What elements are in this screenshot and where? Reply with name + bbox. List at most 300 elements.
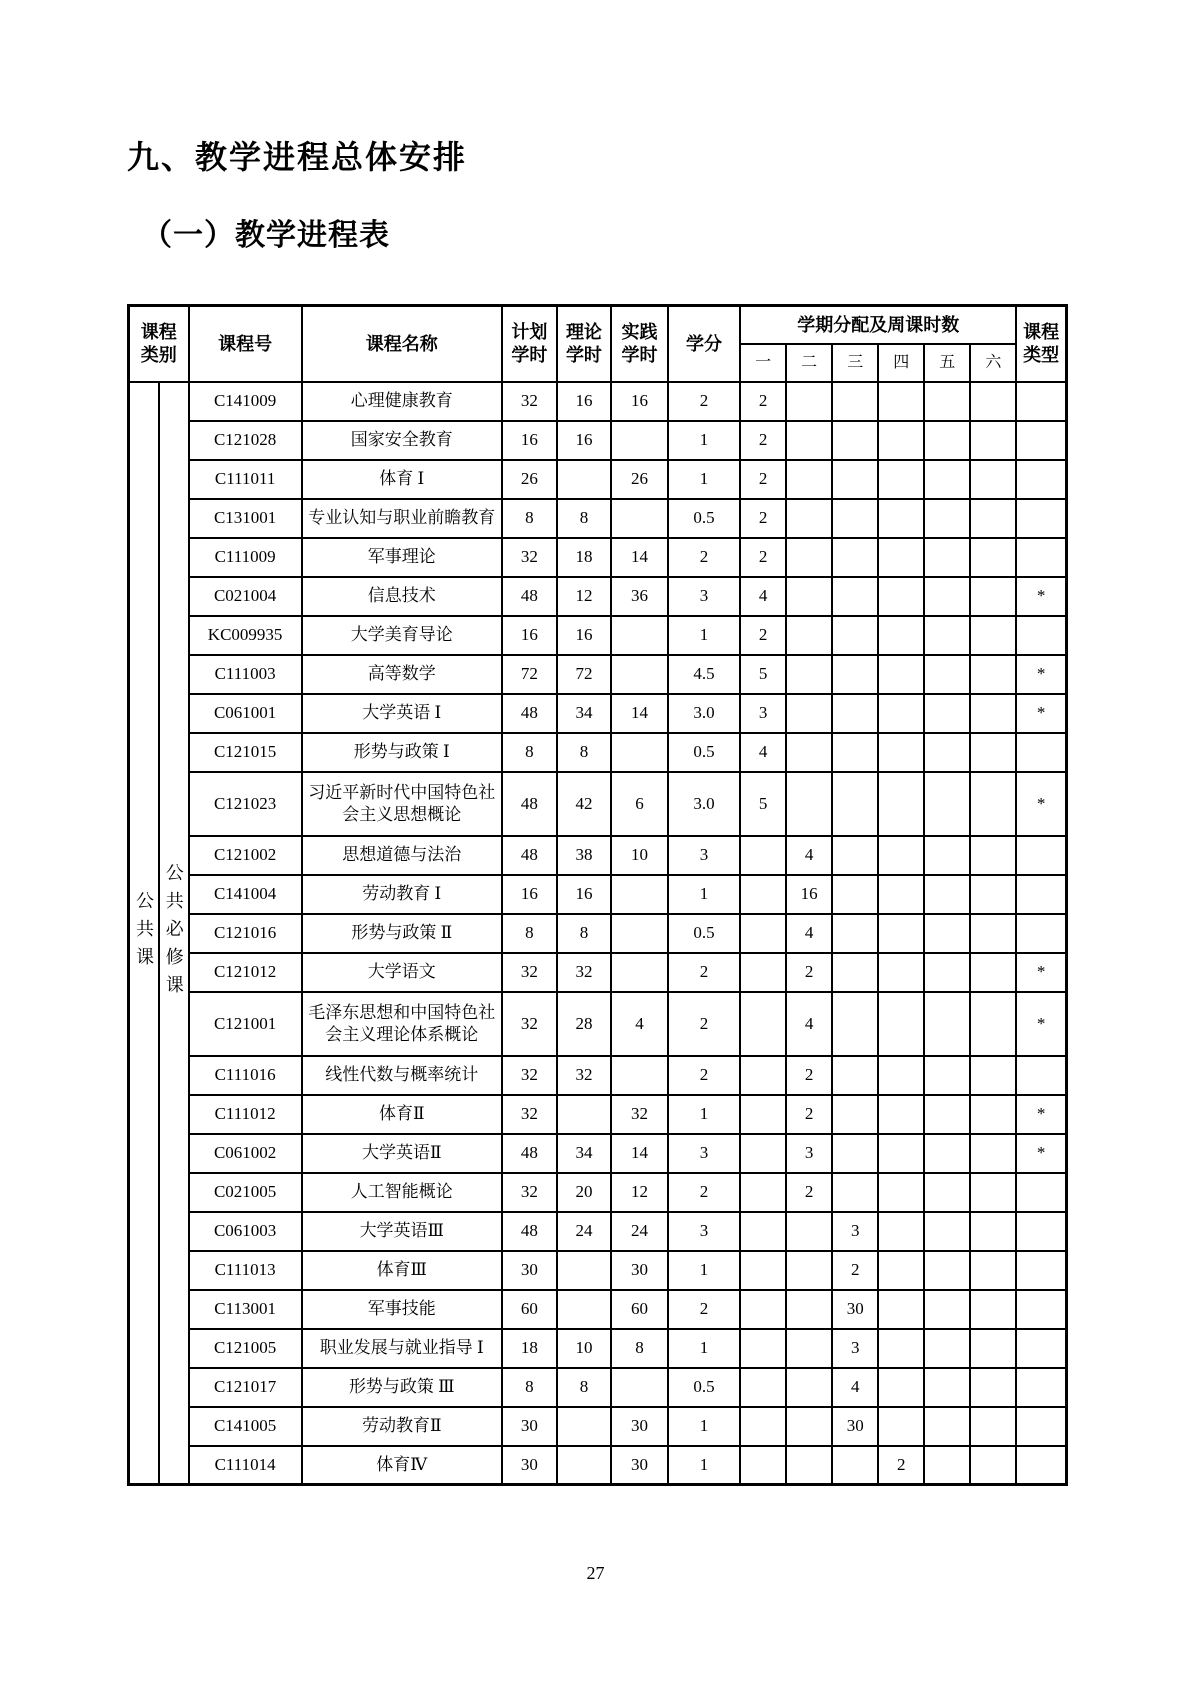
course-row [129, 953, 1067, 992]
theory-hours-cell [557, 1095, 611, 1134]
semester-5-cell [924, 733, 970, 772]
semester-1-cell [740, 1212, 786, 1251]
semester-6-cell [970, 1329, 1016, 1368]
practice-hours-cell: 14 [611, 538, 668, 577]
course-row [129, 733, 1067, 772]
course-no-cell: C061003 [189, 1212, 302, 1251]
course-no-cell: C111011 [189, 460, 302, 499]
course-no-cell: C111014 [189, 1446, 302, 1485]
semester-6-cell [970, 421, 1016, 460]
theory-hours-cell: 34 [557, 694, 611, 733]
credits-cell: 1 [668, 1329, 740, 1368]
practice-hours-cell: 24 [611, 1212, 668, 1251]
semester-5-cell [924, 577, 970, 616]
semester-4-cell [878, 694, 924, 733]
course-row [129, 914, 1067, 953]
course-no-cell: C021004 [189, 577, 302, 616]
semester-5-cell [924, 655, 970, 694]
course-row [129, 1329, 1067, 1368]
course-name-cell: 大学英语Ⅱ [302, 1134, 502, 1173]
semester-2-cell: 4 [786, 836, 832, 875]
semester-5-cell [924, 836, 970, 875]
semester-5-cell [924, 953, 970, 992]
semester-3-cell [832, 1173, 878, 1212]
theory-hours-cell [557, 1251, 611, 1290]
table-header [129, 306, 1067, 382]
course-no-cell: C121001 [189, 992, 302, 1056]
semester-2-cell [786, 1251, 832, 1290]
subsection-title: （一）教学进程表 [142, 219, 390, 252]
semester-4-cell [878, 992, 924, 1056]
course-type-cell [1016, 1056, 1066, 1095]
semester-2-cell [786, 1212, 832, 1251]
semester-6-cell [970, 914, 1016, 953]
semester-2-cell [786, 421, 832, 460]
course-name-cell: 体育Ⅲ [302, 1251, 502, 1290]
credits-cell: 2 [668, 1290, 740, 1329]
semester-4-cell [878, 772, 924, 836]
semester-6-cell [970, 577, 1016, 616]
semester-1-cell [740, 836, 786, 875]
semester-1-cell: 4 [740, 577, 786, 616]
practice-hours-cell: 14 [611, 694, 668, 733]
semester-3-cell [832, 460, 878, 499]
semester-3-cell: 30 [832, 1407, 878, 1446]
semester-3-cell [832, 577, 878, 616]
course-name-cell: 信息技术 [302, 577, 502, 616]
theory-hours-cell: 38 [557, 836, 611, 875]
category-outer-label: 公共课 [129, 382, 159, 1485]
course-name-cell: 军事理论 [302, 538, 502, 577]
course-no-cell: C113001 [189, 1290, 302, 1329]
course-no-cell: C111012 [189, 1095, 302, 1134]
course-row [129, 1251, 1067, 1290]
course-name-cell: 职业发展与就业指导 Ⅰ [302, 1329, 502, 1368]
practice-hours-cell [611, 421, 668, 460]
semester-3-cell: 4 [832, 1368, 878, 1407]
course-row [129, 382, 1067, 421]
theory-hours-cell: 8 [557, 1368, 611, 1407]
semester-2-cell: 2 [786, 953, 832, 992]
course-no-cell: C121023 [189, 772, 302, 836]
credits-cell: 1 [668, 875, 740, 914]
semester-5-cell [924, 1251, 970, 1290]
semester-3-cell [832, 733, 878, 772]
planned-hours-cell: 48 [502, 772, 557, 836]
course-no-cell: C021005 [189, 1173, 302, 1212]
semester-6-cell [970, 953, 1016, 992]
practice-hours-cell: 8 [611, 1329, 668, 1368]
course-type-cell [1016, 733, 1066, 772]
course-no-cell: C121002 [189, 836, 302, 875]
course-row [129, 992, 1067, 1056]
semester-1-cell [740, 1446, 786, 1485]
semester-1-cell: 2 [740, 499, 786, 538]
semester-5-cell [924, 992, 970, 1056]
semester-2-cell: 2 [786, 1056, 832, 1095]
course-name-cell: 线性代数与概率统计 [302, 1056, 502, 1095]
course-type-cell [1016, 460, 1066, 499]
semester-3-cell [832, 953, 878, 992]
course-row [129, 538, 1067, 577]
semester-5-cell [924, 1446, 970, 1485]
semester-6-cell [970, 1251, 1016, 1290]
course-no-cell: C121005 [189, 1329, 302, 1368]
semester-1-cell: 4 [740, 733, 786, 772]
semester-3-cell [832, 992, 878, 1056]
course-row [129, 499, 1067, 538]
theory-hours-cell: 16 [557, 875, 611, 914]
semester-2-cell [786, 1290, 832, 1329]
practice-hours-cell: 14 [611, 1134, 668, 1173]
course-no-cell: C061002 [189, 1134, 302, 1173]
semester-4-cell [878, 1056, 924, 1095]
semester-2-cell [786, 655, 832, 694]
course-row [129, 1368, 1067, 1407]
practice-hours-cell [611, 875, 668, 914]
course-no-cell: C111016 [189, 1056, 302, 1095]
header-row-main [129, 306, 1067, 344]
practice-hours-cell: 16 [611, 382, 668, 421]
semester-5-cell [924, 1368, 970, 1407]
semester-2-cell: 2 [786, 1173, 832, 1212]
semester-2-cell: 16 [786, 875, 832, 914]
credits-cell: 2 [668, 1173, 740, 1212]
course-name-cell: 形势与政策 Ⅱ [302, 914, 502, 953]
theory-hours-cell [557, 460, 611, 499]
semester-2-cell [786, 1368, 832, 1407]
planned-hours-cell: 16 [502, 421, 557, 460]
category-inner-label: 公共必修课 [159, 382, 189, 1485]
semester-3-cell [832, 772, 878, 836]
planned-hours-cell: 48 [502, 1212, 557, 1251]
semester-5-cell [924, 1290, 970, 1329]
credits-cell: 3 [668, 836, 740, 875]
course-name-cell: 形势与政策 Ⅰ [302, 733, 502, 772]
planned-hours-cell: 48 [502, 694, 557, 733]
planned-hours-cell: 32 [502, 1173, 557, 1212]
semester-2-cell [786, 1329, 832, 1368]
course-row [129, 1095, 1067, 1134]
semester-4-cell [878, 382, 924, 421]
credits-cell: 0.5 [668, 733, 740, 772]
semester-6-cell [970, 1212, 1016, 1251]
course-name-cell: 心理健康教育 [302, 382, 502, 421]
credits-cell: 1 [668, 421, 740, 460]
page-number: 27 [586, 1563, 605, 1583]
semester-1-cell [740, 875, 786, 914]
theory-hours-cell: 32 [557, 953, 611, 992]
semester-3-cell [832, 655, 878, 694]
course-name-cell: 形势与政策 Ⅲ [302, 1368, 502, 1407]
semester-3-cell [832, 1446, 878, 1485]
planned-hours-cell: 8 [502, 1368, 557, 1407]
credits-cell: 3 [668, 1212, 740, 1251]
planned-hours-cell: 30 [502, 1446, 557, 1485]
credits-cell: 1 [668, 1446, 740, 1485]
semester-1-cell: 2 [740, 382, 786, 421]
semester-5-cell [924, 421, 970, 460]
semester-4-cell [878, 655, 924, 694]
semester-4-cell [878, 1134, 924, 1173]
semester-5-cell [924, 1407, 970, 1446]
theory-hours-cell: 24 [557, 1212, 611, 1251]
semester-4-cell [878, 616, 924, 655]
semester-4-cell [878, 914, 924, 953]
credits-cell: 4.5 [668, 655, 740, 694]
practice-hours-cell [611, 655, 668, 694]
semester-6-cell [970, 460, 1016, 499]
semester-2-cell [786, 733, 832, 772]
planned-hours-cell: 32 [502, 538, 557, 577]
course-name-cell: 大学美育导论 [302, 616, 502, 655]
semester-6-cell [970, 875, 1016, 914]
semester-2-cell [786, 382, 832, 421]
credits-cell: 0.5 [668, 499, 740, 538]
planned-hours-cell: 32 [502, 953, 557, 992]
planned-hours-cell: 8 [502, 499, 557, 538]
semester-1-cell [740, 1407, 786, 1446]
course-name-cell: 军事技能 [302, 1290, 502, 1329]
credits-cell: 2 [668, 1056, 740, 1095]
table-body [129, 382, 1067, 1485]
semester-4-cell [878, 421, 924, 460]
planned-hours-cell: 32 [502, 1095, 557, 1134]
header-semester-5: 五 [924, 344, 970, 382]
semester-4-cell [878, 1251, 924, 1290]
credits-cell: 0.5 [668, 914, 740, 953]
semester-1-cell: 2 [740, 538, 786, 577]
semester-2-cell [786, 772, 832, 836]
section-title: 九、教学进程总体安排 [127, 139, 468, 175]
course-type-cell [1016, 875, 1066, 914]
course-type-cell: * [1016, 694, 1066, 733]
practice-hours-cell: 4 [611, 992, 668, 1056]
semester-4-cell [878, 460, 924, 499]
theory-hours-cell: 42 [557, 772, 611, 836]
practice-hours-cell [611, 953, 668, 992]
course-type-cell [1016, 1407, 1066, 1446]
course-type-cell: * [1016, 772, 1066, 836]
practice-hours-cell: 36 [611, 577, 668, 616]
course-name-cell: 国家安全教育 [302, 421, 502, 460]
planned-hours-cell: 16 [502, 616, 557, 655]
course-row [129, 421, 1067, 460]
credits-cell: 3.0 [668, 694, 740, 733]
header-semester-4: 四 [878, 344, 924, 382]
course-row [129, 1173, 1067, 1212]
planned-hours-cell: 8 [502, 733, 557, 772]
semester-5-cell [924, 1056, 970, 1095]
semester-2-cell [786, 1407, 832, 1446]
course-row [129, 1290, 1067, 1329]
credits-cell: 2 [668, 953, 740, 992]
course-type-cell [1016, 836, 1066, 875]
semester-5-cell [924, 1134, 970, 1173]
practice-hours-cell: 6 [611, 772, 668, 836]
planned-hours-cell: 18 [502, 1329, 557, 1368]
semester-1-cell [740, 953, 786, 992]
header-semester-group: 学期分配及周课时数 [740, 306, 1016, 344]
header-credits: 学分 [668, 306, 740, 382]
semester-4-cell: 2 [878, 1446, 924, 1485]
course-name-cell: 高等数学 [302, 655, 502, 694]
semester-5-cell [924, 538, 970, 577]
credits-cell: 2 [668, 382, 740, 421]
credits-cell: 1 [668, 460, 740, 499]
practice-hours-cell: 12 [611, 1173, 668, 1212]
course-name-cell: 专业认知与职业前瞻教育 [302, 499, 502, 538]
practice-hours-cell [611, 1056, 668, 1095]
course-row [129, 1407, 1067, 1446]
semester-4-cell [878, 733, 924, 772]
header-planned-hours: 计划学时 [502, 306, 557, 382]
semester-4-cell [878, 1212, 924, 1251]
semester-5-cell [924, 914, 970, 953]
course-row [129, 1056, 1067, 1095]
credits-cell: 1 [668, 1251, 740, 1290]
semester-6-cell [970, 1134, 1016, 1173]
semester-6-cell [970, 1056, 1016, 1095]
theory-hours-cell [557, 1290, 611, 1329]
theory-hours-cell: 16 [557, 382, 611, 421]
semester-6-cell [970, 1095, 1016, 1134]
header-semester-3: 三 [832, 344, 878, 382]
course-type-cell [1016, 1446, 1066, 1485]
theory-hours-cell [557, 1407, 611, 1446]
semester-4-cell [878, 953, 924, 992]
course-no-cell: C121028 [189, 421, 302, 460]
semester-2-cell [786, 538, 832, 577]
course-no-cell: KC009935 [189, 616, 302, 655]
credits-cell: 0.5 [668, 1368, 740, 1407]
semester-4-cell [878, 1329, 924, 1368]
semester-4-cell [878, 499, 924, 538]
course-no-cell: C111013 [189, 1251, 302, 1290]
semester-3-cell [832, 1056, 878, 1095]
semester-6-cell [970, 655, 1016, 694]
semester-1-cell [740, 1290, 786, 1329]
semester-1-cell [740, 1173, 786, 1212]
semester-6-cell [970, 1173, 1016, 1212]
credits-cell: 1 [668, 1407, 740, 1446]
practice-hours-cell: 32 [611, 1095, 668, 1134]
course-name-cell: 劳动教育Ⅱ [302, 1407, 502, 1446]
semester-3-cell: 3 [832, 1212, 878, 1251]
course-type-cell [1016, 538, 1066, 577]
course-type-cell [1016, 1329, 1066, 1368]
course-type-cell [1016, 499, 1066, 538]
theory-hours-cell: 8 [557, 499, 611, 538]
semester-3-cell [832, 382, 878, 421]
course-row [129, 577, 1067, 616]
semester-4-cell [878, 1290, 924, 1329]
course-name-cell: 人工智能概论 [302, 1173, 502, 1212]
semester-5-cell [924, 1212, 970, 1251]
course-row [129, 694, 1067, 733]
course-type-cell [1016, 421, 1066, 460]
practice-hours-cell: 26 [611, 460, 668, 499]
practice-hours-cell: 10 [611, 836, 668, 875]
semester-3-cell: 3 [832, 1329, 878, 1368]
semester-5-cell [924, 1329, 970, 1368]
theory-hours-cell: 34 [557, 1134, 611, 1173]
planned-hours-cell: 32 [502, 992, 557, 1056]
course-name-cell: 毛泽东思想和中国特色社会主义理论体系概论 [302, 992, 502, 1056]
semester-6-cell [970, 499, 1016, 538]
course-no-cell: C121012 [189, 953, 302, 992]
theory-hours-cell: 20 [557, 1173, 611, 1212]
practice-hours-cell [611, 499, 668, 538]
semester-1-cell: 2 [740, 616, 786, 655]
theory-hours-cell: 28 [557, 992, 611, 1056]
header-semester-6: 六 [970, 344, 1016, 382]
course-type-cell [1016, 1368, 1066, 1407]
theory-hours-cell: 16 [557, 616, 611, 655]
credits-cell: 3 [668, 1134, 740, 1173]
semester-6-cell [970, 733, 1016, 772]
practice-hours-cell [611, 733, 668, 772]
practice-hours-cell [611, 1368, 668, 1407]
course-type-cell: * [1016, 992, 1066, 1056]
theory-hours-cell: 72 [557, 655, 611, 694]
course-no-cell: C061001 [189, 694, 302, 733]
semester-2-cell [786, 499, 832, 538]
semester-6-cell [970, 1290, 1016, 1329]
semester-2-cell: 4 [786, 914, 832, 953]
course-no-cell: C111003 [189, 655, 302, 694]
theory-hours-cell: 16 [557, 421, 611, 460]
semester-4-cell [878, 577, 924, 616]
course-no-cell: C141009 [189, 382, 302, 421]
course-type-cell [1016, 382, 1066, 421]
course-name-cell: 习近平新时代中国特色社会主义思想概论 [302, 772, 502, 836]
header-semester-2: 二 [786, 344, 832, 382]
theory-hours-cell [557, 1446, 611, 1485]
semester-5-cell [924, 460, 970, 499]
semester-6-cell [970, 694, 1016, 733]
semester-6-cell [970, 382, 1016, 421]
header-category: 课程类别 [129, 306, 189, 382]
course-no-cell: C111009 [189, 538, 302, 577]
course-type-cell [1016, 616, 1066, 655]
course-name-cell: 体育 Ⅰ [302, 460, 502, 499]
course-name-cell: 大学语文 [302, 953, 502, 992]
semester-5-cell [924, 499, 970, 538]
course-no-cell: C121016 [189, 914, 302, 953]
semester-3-cell [832, 1134, 878, 1173]
theory-hours-cell: 10 [557, 1329, 611, 1368]
semester-6-cell [970, 772, 1016, 836]
course-type-cell [1016, 1212, 1066, 1251]
course-type-cell: * [1016, 577, 1066, 616]
semester-1-cell [740, 914, 786, 953]
course-name-cell: 思想道德与法治 [302, 836, 502, 875]
credits-cell: 3 [668, 577, 740, 616]
semester-5-cell [924, 875, 970, 914]
semester-6-cell [970, 1407, 1016, 1446]
planned-hours-cell: 32 [502, 382, 557, 421]
semester-6-cell [970, 538, 1016, 577]
semester-1-cell: 3 [740, 694, 786, 733]
course-type-cell [1016, 914, 1066, 953]
planned-hours-cell: 16 [502, 875, 557, 914]
planned-hours-cell: 30 [502, 1407, 557, 1446]
credits-cell: 1 [668, 616, 740, 655]
semester-4-cell [878, 1173, 924, 1212]
theory-hours-cell: 12 [557, 577, 611, 616]
semester-2-cell [786, 616, 832, 655]
